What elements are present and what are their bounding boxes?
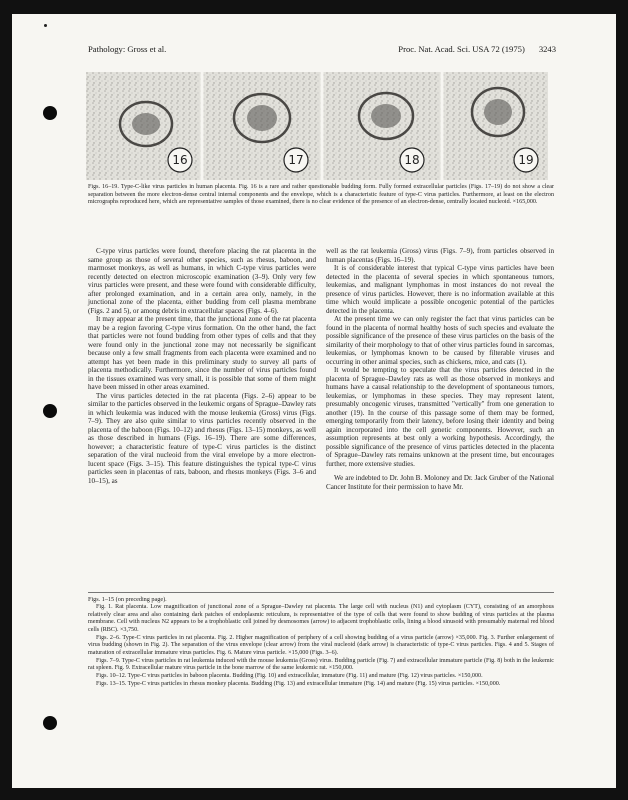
left-column	[88, 247, 316, 485]
journal-citation	[398, 44, 556, 54]
paragraph: C-type virus particles were found, therefore placing the rat placenta in the same group as those of several other species, such as rhesus, baboon, and marmoset monkeys, as well as humans, in which C-type virus particles were recently detected on electron microscopic examination (3–9). Only very few virus particles were present, and these were found with considerable difficulty, after prolonged examination, and in a certain area only, namely, in the junctional zone of the placenta, either budding from cell plasma membrane (Figs. 2 and 5), or among debris in extracellular spaces (Figs. 4–6).	[88, 247, 316, 315]
paragraph: It is of considerable interest that typical C-type virus particles have been detected in the placenta of several species in which spontaneous tumors, leukemias, and malignant lymphomas in most instances do not reveal the presence of virus particles. However, there is no information available at this time which would implicate a possible oncogenic potential of the particles detected in the placenta.	[326, 264, 554, 315]
legend-item: Fig. 1. Rat placenta. Low magnification of junctional zone of a Sprague–Dawley rat placenta. The large cell with nucleus (N1) and cytoplasm (CYT), consisting of an amorphous relatively clear area and also containing dark patches of endoplasmic reticulum, is representative of the type of cells that were found to show budding of virus particles at the plasma membrane. Cell with nucleus N2 appears to be a trophoblastic cell joined by desmosomes (arrow) to adjacent trophoblastic cells, lining a blood sinusoid with presumably maternal red blood cells (RBC). ×3,750.	[88, 604, 554, 633]
legend-item: Figs. 13–15. Type-C virus particles in rhesus monkey placenta. Budding (Fig. 13) and extracellular immature (Fig. 14) and mature (Fig. 15) virus particles. ×150,000.	[96, 681, 501, 687]
journal-name: Proc. Nat. Acad. Sci. USA 72 (1975)	[398, 44, 525, 54]
micrograph-image	[86, 72, 548, 180]
binder-hole-icon	[43, 404, 57, 418]
legend-title: Figs. 1–15 (on preceding page).	[88, 592, 554, 603]
running-header	[88, 44, 556, 58]
binder-hole-icon	[43, 106, 57, 120]
figure-caption: Figs. 16–19. Type-C-like virus particles in human placenta. Fig. 16 is a rare and rather questionable budding form. Fully formed extracellular particles (Figs. 17–19) do not show a clear separation between the more electron-dense central internal components and the envelope, which is a characteristic feature of type-C virus particles. Furthermore, at least on the electron micrographs reproduced here, which are representative samples of those examined, there is no clear evidence of the presence of an electron-dense, centrally located nucleoid. ×165,000.	[88, 184, 554, 206]
legend-item: Figs. 7–9. Type-C virus particles in rat leukemia induced with the mouse leukemia (Gross) virus. Budding particle (Fig. 7) and extracellular immature particle (Fig. 8) both in the leukemic rat spleen. Fig. 9. Extracellular mature virus particle in the bone marrow of the same leukemic rat. ×150,000.	[88, 657, 554, 671]
legend-item: Figs. 2–6. Type-C virus particles in rat placenta. Fig. 2. Higher magnification of periphery of a cell showing budding of a virus particle (arrow) ×35,000. Fig. 3. Further enlargement of virus budding (shown in Fig. 2). The separation of the virus envelope (clear arrow) from the viral nucleoid (dark arrow) is characteristic of type-C virus particles. Figs. 4 and 5. Stages of maturation of extracellular immature virus particles. Fig. 6. Mature virus particle. ×15,000 (Figs. 3–6).	[88, 634, 554, 656]
page-number: 3243	[538, 44, 556, 54]
figure-label-18: 18	[404, 153, 420, 167]
figure-legends	[88, 604, 554, 689]
legend-item: Figs. 10–12. Type-C virus particles in baboon placenta. Budding (Fig. 10) and extracellular, immature (Fig. 11) and mature (Fig. 12) virus particles. ×150,000.	[96, 673, 483, 679]
acknowledgment: We are indebted to Dr. John B. Moloney and Dr. Jack Gruber of the National Cancer Institute for their permission to have Mr.	[326, 474, 554, 491]
paragraph: At the present time we can only register the fact that virus particles can be found in the placenta of normal healthy hosts of such species and evaluate the possible significance of the presence of these virus particles on the basis of the similarity of their morphology to that of other virus particles found in sarcomas, leukemias, or lymphomas known to be caused by filterable viruses and occurring in other animal species, such as chickens, mice, and cats (1).	[326, 315, 554, 366]
micrograph-strip	[86, 72, 548, 180]
paragraph: It would be tempting to speculate that the virus particles detected in the placenta of Sprague–Dawley rats as well as those observed in monkeys and humans have a causal relationship to the development of spontaneous tumors, leukemias, or lymphomas in these species. They may represent latent, presumably oncogenic viruses, transmitted "vertically" from one generation to another (19). In the course of this passage some of them may be formed, emerging temporarily from their latency, before losing their identity and being again incorporated into the cell genetic components. However, such an assumption represents at best only a working hypothesis. Accordingly, the possible significance of the presence of virus particles detected in the placenta of Sprague–Dawley rats remains unknown at the present time, but encourages further, more extensive studies.	[326, 366, 554, 468]
document-page	[12, 14, 616, 788]
paragraph: The virus particles detected in the rat placenta (Figs. 2–6) appear to be similar to the particles observed in the leukemic organs of Sprague–Dawley rats in which leukemia was induced with the mouse leukemia (Gross) virus (Figs. 7–9). They are also quite similar to virus particles recently observed in the placenta of the baboon (Figs. 10–12) and rhesus (Figs. 13–15) monkeys, as well as those described in humans (Figs. 16–19). There are some differences, however; a characteristic feature of type-C virus particles is the distinct separation of the viral nucleoid from the viral envelope by a more electron-lucent space (Figs. 3–15). This feature distinguishes the typical type-C virus particles seen in placentas of rats, baboon, and rhesus monkeys (Figs. 3–6 and 10–15), as	[88, 391, 316, 485]
binder-hole-icon	[43, 716, 57, 730]
paragraph: It may appear at the present time, that the junctional zone of the rat placenta may be a region favoring C-type virus formation. On the other hand, the fact that particles were not found budding from other types of cells and that they were found only in the junctional zone may not necessarily be significant because only a few small fragments from each placenta were examined and no attempt has yet been made in this preliminary study to survey all parts of placenta methodically. Furthermore, since the number of virus particles found in the tissues examined was very small, it is possible that some of them might have been missed in other areas examined.	[88, 315, 316, 391]
running-header-title: Pathology: Gross et al.	[88, 44, 167, 54]
paragraph: well as the rat leukemia (Gross) virus (Figs. 7–9), from particles observed in human placentas (Figs. 16–19).	[326, 247, 554, 264]
page-mark	[44, 24, 47, 27]
figure-label-19: 19	[518, 153, 534, 167]
right-column	[326, 247, 554, 491]
figure-label-17: 17	[288, 153, 304, 167]
figure-label-16: 16	[172, 153, 188, 167]
